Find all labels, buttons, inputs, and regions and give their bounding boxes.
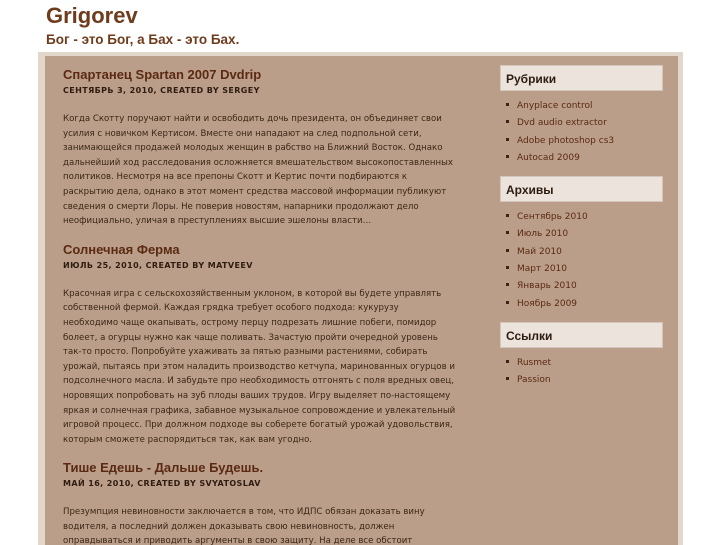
archive-item (506, 296, 663, 313)
post (63, 241, 456, 448)
archive-link[interactable]: Май 2010 (517, 246, 562, 257)
post-title-link[interactable]: Тише Едешь - Дальше Будешь. (63, 460, 264, 476)
archive-link[interactable]: Март 2010 (517, 264, 568, 275)
blogroll-link[interactable]: Rusmet (517, 357, 552, 368)
blogroll-item (506, 355, 663, 372)
post-meta: ИЮЛЬ 25, 2010, CREATED BY MATVEEV (63, 260, 253, 270)
bullet-icon (506, 249, 509, 252)
bullet-icon (506, 283, 509, 286)
rubric-link[interactable]: Dvd audio extractor (517, 118, 607, 129)
archive-item (506, 244, 663, 261)
rubrics-list (500, 91, 663, 167)
archives-widget (500, 176, 663, 313)
blogroll-link[interactable]: Passion (517, 375, 551, 386)
rubric-link[interactable]: Autocad 2009 (517, 152, 580, 163)
rubric-item (506, 98, 663, 115)
site-tagline: Бог - это Бог, а Бах - это Бах. (46, 32, 240, 47)
main-content (63, 66, 456, 545)
rubric-item (506, 133, 663, 150)
bullet-icon (506, 231, 509, 234)
rubrics-widget-title: Рубрики (500, 65, 663, 91)
rubrics-widget (500, 65, 663, 167)
archive-item (506, 261, 663, 278)
post-meta: СЕНТЯБРЬ 3, 2010, CREATED BY SERGEY (63, 86, 260, 95)
archive-link[interactable]: Июль 2010 (517, 229, 569, 240)
rubric-link[interactable]: Adobe photoshop cs3 (517, 135, 615, 146)
post-meta: МАЙ 16, 2010, CREATED BY SVYATOSLAV (63, 479, 261, 489)
post-excerpt: Когда Скотту поручают найти и освободить дочь президента, он объединяет свои усилия с новичком Кертисом. Вместе они нападают на след подпольной сети, занимающейся продажей молодых женщин в рабство на Ближний Восток. Однако дальнейший ход расследования осложняется вмешательством высокопоставленных политиков. Несмотря на все препоны Скотт и Кертис почти подбираются к раскрытию дела, однако в этот момент средства массовой информации публикуют сведения о смерти Лоры. Не поверив новостям, напарники продолжают дело неофициально, уличая в преступлениях высшие эшелоны власти… (63, 114, 454, 227)
site-title[interactable]: Grigorev (46, 3, 138, 28)
bullet-icon (506, 377, 509, 380)
archives-widget-title: Архивы (500, 176, 663, 202)
archive-link[interactable]: Ноябрь 2009 (517, 298, 578, 309)
archive-item (506, 226, 663, 243)
links-list (500, 348, 663, 390)
bullet-icon (506, 103, 509, 106)
content-area (45, 56, 678, 545)
post-title-link[interactable]: Солнечная Ферма (63, 241, 180, 257)
rubric-item (506, 150, 663, 167)
archives-list (500, 202, 663, 313)
links-widget-title: Ссылки (500, 322, 663, 348)
rubric-item (506, 115, 663, 132)
sidebar (500, 65, 663, 399)
archive-link[interactable]: Январь 2010 (517, 281, 577, 292)
bullet-icon (506, 360, 509, 363)
post (63, 66, 456, 229)
post-title-link[interactable]: Спартанец Spartan 2007 Dvdrip (63, 67, 262, 82)
archive-link[interactable]: Сентябрь 2010 (517, 212, 588, 223)
rubric-link[interactable]: Anyplace control (517, 101, 593, 111)
archive-item (506, 278, 663, 295)
bullet-icon (506, 214, 509, 217)
bullet-icon (506, 155, 509, 158)
bullet-icon (506, 266, 509, 269)
links-widget (500, 322, 663, 390)
archive-item (506, 209, 663, 226)
bullet-icon (506, 120, 509, 123)
bullet-icon (506, 138, 509, 141)
blogroll-item (506, 372, 663, 389)
bullet-icon (506, 301, 509, 304)
post-excerpt: Презумпция невиновности заключается в том, что ИДПС обязан доказать вину водителя, а последний должен доказывать свою невиновность, должен оправдываться и приводить аргументы в свою защиту. На деле все обстоит (63, 507, 425, 545)
post-excerpt: Красочная игра с сельскохозяйственным уклоном, в которой вы будете управлять собственной фермой. Каждая грядка требует особого подхода: кукурузу необходимо чаще окапывать, острому перцу подрезать лишние побеги, помидор болеет, а огурцы нужно как чаще поливать. Зачастую пройти очередной уровень так-то просто. Попробуйте ухаживать за пятью разными растениями, собирать урожай, пытаясь при этом наладить производство кетчупа, маринованных огурцов и подсолнечного масла. И забудьте про необходимость отгонять с поля вредных овец, норовящих попробовать на зуб плоды ваших трудов. Игру выделяет по-настоящему яркая и солнечная графика, забавное музыкальное сопровождение и увлекательный игровой процесс. При должном подходе вы соберете богатый урожай удовольствия, которым сможете распорядиться так, как вам угодно. (63, 288, 456, 445)
post (63, 459, 456, 545)
page-wrapper (38, 52, 683, 545)
